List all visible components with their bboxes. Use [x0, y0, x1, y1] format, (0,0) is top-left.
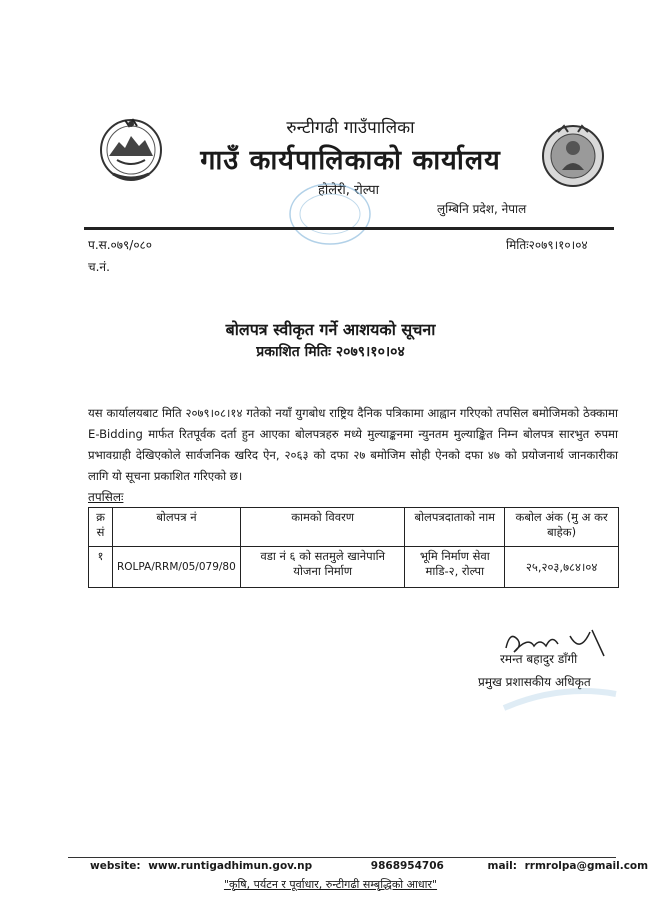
cell-bidder-name: भूमि निर्माण सेवा माडि-२, रोल्पा — [405, 547, 505, 588]
table-row — [89, 547, 619, 588]
signature-stamp — [500, 674, 620, 714]
website-link[interactable]: www.runtigadhimun.gov.np — [148, 860, 313, 872]
address-province: लुम्बिनि प्रदेश, नेपाल — [437, 202, 527, 216]
address-local: होलेरी, रोल्पा — [318, 183, 380, 198]
reference-number: प.स.०७९/०८० — [88, 238, 153, 252]
header-sn: क्र सं — [89, 508, 113, 547]
footer-contact — [90, 860, 648, 872]
header-bid-no: बोलपत्र नं — [112, 508, 240, 547]
mail-link[interactable]: rrmrolpa@gmail.com — [524, 860, 649, 872]
cell-work-description: वडा नं ६ को सतमुले खानेपानि योजना निर्माण — [240, 547, 404, 588]
header-bid-amount: कबोल अंक (मु अ कर बाहेक) — [505, 508, 619, 547]
signatory-name: रमन्त बहादुर डाँगी — [500, 652, 578, 666]
cell-sn: १ — [89, 547, 113, 588]
phone-number: 9868954706 — [370, 860, 444, 872]
notice-title: बोलपत्र स्वीकृत गर्ने आशयको सूचना — [225, 320, 436, 339]
published-date: प्रकाशित मितिः २०७९।१०।०४ — [256, 344, 405, 360]
letter-date: मितिः२०७९।१०।०४ — [506, 238, 588, 252]
footer-slogan — [0, 877, 661, 892]
cell-bid-amount: २५,२०३,७८४।०४ — [505, 547, 619, 588]
dispatch-number: च.नं. — [88, 260, 110, 274]
slogan-text: "कृषि, पर्यटन र पूर्वाधार, रुन्टीगढी सम्बृद्धिको आधार" — [223, 878, 438, 891]
schedule-label: तपसिलः — [88, 490, 124, 504]
table-header-row — [89, 508, 619, 547]
header-divider — [84, 227, 614, 230]
office-title: गाउँ कार्यपालिकाको कार्यालय — [200, 145, 501, 176]
municipality-name: रुन्टीगढी गाउँपालिका — [286, 118, 415, 138]
notice-body: यस कार्यालयबाट मिति २०७९।०८।१४ गतेको नयाँ युगबोध राष्ट्रिय दैनिक पत्रिकामा आह्वान गरिएको तपसिल बमोजिमको ठेक्कामा E-Bidding मार्फत रितपूर्वक दर्ता हुन आएका बोलपत्रहरु मध्ये मुल्याङ्कनमा न्युनतम मुल्याङ्कित निम्न बोलपत्र सारभुत रुपमा प्रभावग्राही देखिएकोले सार्वजनिक खरिद ऐन, २०६३ को दफा २७ बमोजिम सोही ऐनको दफा ४७ को प्रयोजनार्थ जानकारीका लागि यो सूचना प्रकाशित गरिएको छ। — [88, 406, 618, 483]
mail-label: mail: — [487, 860, 517, 872]
header-bidder-name: बोलपत्रदाताको नाम — [405, 508, 505, 547]
cell-bid-no: ROLPA/RRM/05/079/80 — [112, 547, 240, 588]
footer-divider — [68, 857, 616, 858]
office-stamp — [285, 178, 375, 250]
header-work-description: कामको विवरण — [240, 508, 404, 547]
signatory-title: प्रमुख प्रशासकीय अधिकृत — [478, 675, 591, 689]
bid-table — [88, 507, 619, 588]
website-label: website: — [90, 860, 141, 872]
